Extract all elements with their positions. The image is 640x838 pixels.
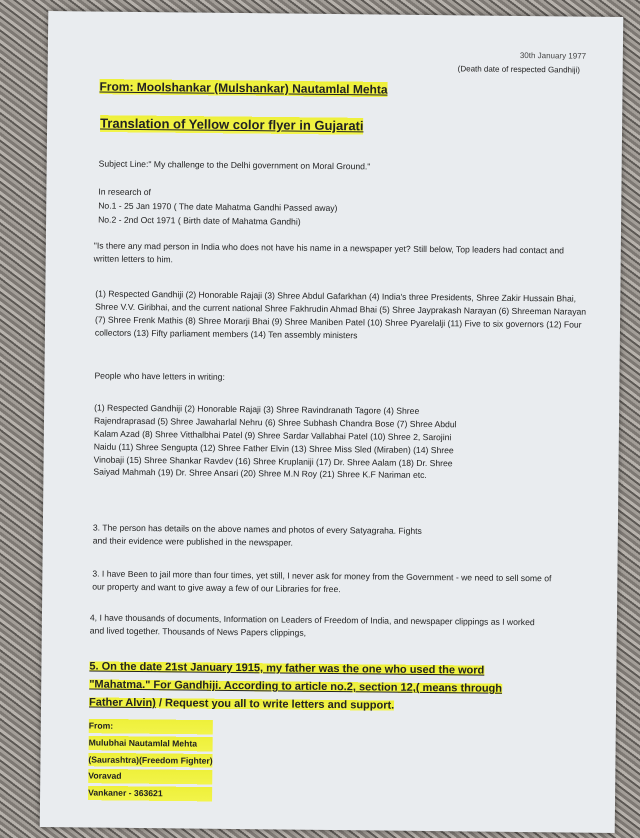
leaders-paragraph: (1) Respected Gandhiji (2) Honorable Rajaji (3) Shree Abdul Gafarkhan (4) India's three Presidents, Shree Zakir Hussain Bhai, Shree V.V. Giribhai, and the current national Shree Fakhrudin Ahmad Bhai (5) Shree Jayprakash Narayan (6) Shreeman Narayan (7) Shree Frenk Mathis (8) Shree Morarji Bhai (9) Shree Maniben Patel (10) Shree Pyarelalji (11) Five to six governors (12) Four collectors (13) Fifty parliament members (14) Ten assembly ministers	[94, 288, 587, 340]
point-5	[89, 657, 502, 716]
signature-from-label: From:	[89, 717, 213, 735]
subject-line: Subject Line:" My challenge to the Delhi government on Moral Ground."	[98, 158, 371, 172]
point-5-line-3a: Father Alvin)	[88, 696, 156, 710]
question-paragraph: "Is there any mad person in India who does not have his name in a newspaper yet? Still below, Top leaders had contact and written letters to him.	[93, 240, 564, 265]
translation-title: Translation of Yellow color flyer in Gujarati	[100, 114, 364, 136]
signature-place: Voravad	[88, 768, 212, 786]
point-5-line-3b: / Request you all to write letters and support.	[155, 697, 395, 712]
date-line: 30th January 1977	[519, 50, 587, 61]
point-5-line-1: 5. On the date 21st January 1915, my father was the one who used the word	[89, 660, 485, 677]
point-5-line-2: "Mahatma." For Gandhiji. According to article no.2, section 12,( means through	[89, 678, 503, 695]
research-item-1: No.1 - 25 Jan 1970 ( The date Mahatma Gandhi Passed away)	[98, 200, 338, 214]
letters-paragraph: (1) Respected Gandhiji (2) Honorable Rajaji (3) Shree Ravindranath Tagore (4) Shree Rajendraprasad (5) Shree Jawaharlal Nehru (6) Shree Subhash Chandra Bose (7) Shree Abdul Kalam Azad (8) Shree Vitthalbhai Patel (9) Shree Sardar Vallabhai Patel (10) Shree 2, Sarojini Naidu (11) Shree Sengupta (12) Shree Father Elvin (13) Shree Miss Sled (Miraben) (14) Shree Vinobaji (15) Shree Shankar Ravdev (16) Shree Kruplaniji (17) Dr. Shree Aalam (18) Dr. Shree Saiyad Mahmah (19) Dr. Shree Ansari (20) Shree M.N Roy (21) Shree K.F Nariman etc.	[93, 402, 457, 481]
from-title: From: Moolshankar (Mulshankar) Nautamlal Mehta	[99, 79, 388, 97]
signature-city: Vankaner - 363621	[88, 784, 212, 802]
point-3a: 3. The person has details on the above names and photos of every Satyagraha. Fights and their evidence were published in the newspaper.	[92, 522, 422, 548]
point-4: 4, I have thousands of documents, Information on Leaders of Freedom of India, and newspaper clippings as I worked and lived together. Thousands of News Papers clippings,	[89, 612, 535, 638]
research-item-2: No.2 - 2nd Oct 1971 ( Birth date of Mahatma Gandhi)	[98, 214, 301, 227]
research-intro: In research of	[98, 186, 151, 198]
letters-heading: People who have letters in writing:	[94, 370, 225, 382]
document-page	[40, 11, 624, 833]
signature-name: Mulubhai Nautamlal Mehta	[89, 734, 213, 752]
signature-title: (Saurashtra)(Freedom Fighter)	[88, 751, 212, 769]
signature-block	[88, 717, 213, 802]
point-3b: 3. I have Been to jail more than four times, yet still, I never ask for money from the Government - we need to sell some of our property and want to give away a few of our Libraries for free.	[92, 568, 552, 594]
date-note: (Death date of respected Gandhiji)	[457, 64, 581, 75]
